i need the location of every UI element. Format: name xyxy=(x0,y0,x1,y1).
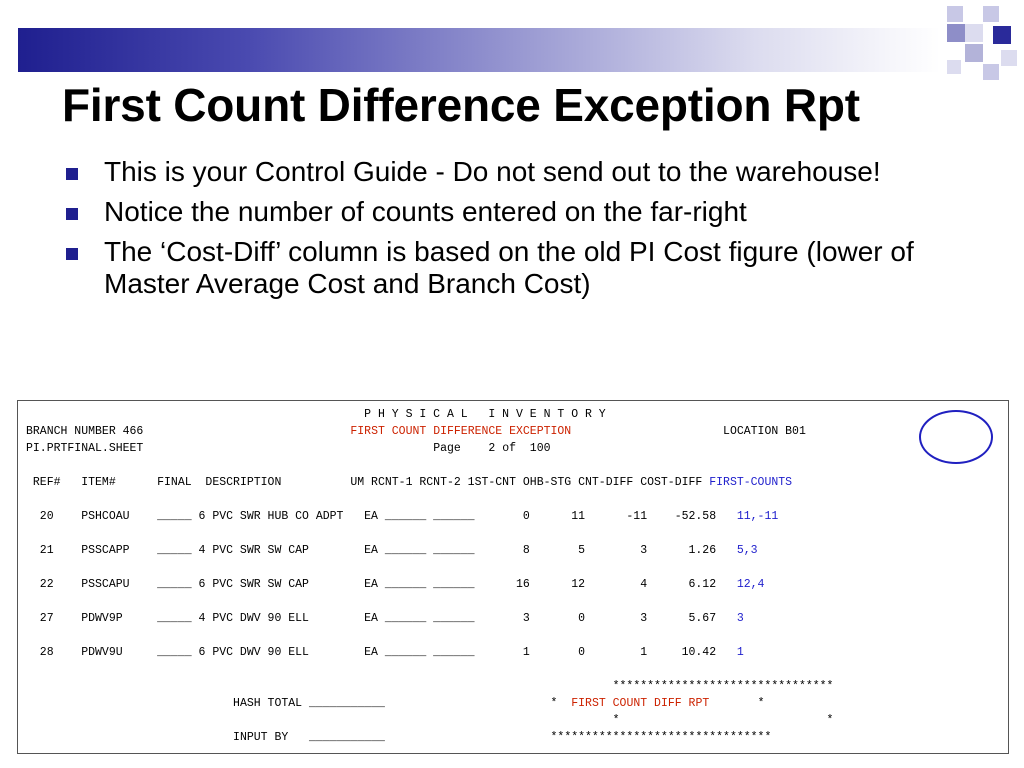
first-counts-header: FIRST-COUNTS xyxy=(709,476,793,489)
table-row: 27 PDWV9P _____ 4 PVC DWV 90 ELL EA ______ ______ 3 0 3 5.67 xyxy=(26,612,717,625)
location-label: LOCATION B01 xyxy=(723,425,806,438)
report-header: P H Y S I C A L I N V E N T O R Y xyxy=(364,408,606,421)
hash-total: HASH TOTAL ___________ xyxy=(233,697,385,710)
table-row: 20 PSHCOAU _____ 6 PVC SWR HUB CO ADPT EA ______ ______ 0 11 -11 -52.58 xyxy=(26,510,717,523)
table-row: 28 PDWV9U _____ 6 PVC DWV 90 ELL EA ______ ______ 1 0 1 10.42 xyxy=(26,646,717,659)
top-gradient-band xyxy=(18,28,940,72)
bullet-item: Notice the number of counts entered on the far-right xyxy=(66,196,986,228)
highlight-circle xyxy=(919,410,993,464)
first-counts-value: 3 xyxy=(736,612,744,625)
slide-title: First Count Difference Exception Rpt xyxy=(62,79,860,131)
first-counts-value: 1 xyxy=(736,646,744,659)
bullet-list xyxy=(66,156,986,308)
table-row: 22 PSSCAPU _____ 6 PVC SWR SW CAP EA ______ ______ 16 12 4 6.12 xyxy=(26,578,717,591)
table-row: 21 PSSCAPP _____ 4 PVC SWR SW CAP EA ______ ______ 8 5 3 1.26 xyxy=(26,544,717,557)
report-text xyxy=(26,406,833,746)
branch-number: BRANCH NUMBER 466 xyxy=(26,425,144,438)
report-printout xyxy=(17,400,1009,754)
report-subtitle: FIRST COUNT DIFFERENCE EXCEPTION xyxy=(350,425,572,438)
column-headers: REF# ITEM# FINAL DESCRIPTION UM RCNT-1 RCNT-2 1ST-CNT OHB-STG CNT-DIFF COST-DIFF xyxy=(32,476,703,489)
bullet-item: This is your Control Guide - Do not send out to the warehouse! xyxy=(66,156,986,188)
stars-label: FIRST COUNT DIFF RPT xyxy=(571,697,710,710)
page-indicator: Page 2 of 100 xyxy=(433,442,551,455)
stars-line: ******************************** xyxy=(612,680,834,693)
input-by: INPUT BY ___________ xyxy=(233,731,385,744)
bullet-item: The ‘Cost-Diff’ column is based on the old PI Cost figure (lower of Master Average Cost and Branch Cost) xyxy=(66,236,986,300)
stars-open: * xyxy=(550,697,572,710)
stars-blank: * * xyxy=(612,714,834,727)
sheet-name: PI.PRTFINAL.SHEET xyxy=(26,442,144,455)
first-counts-value: 5,3 xyxy=(736,544,758,557)
stars-line: ******************************** xyxy=(550,731,772,744)
first-counts-value: 12,4 xyxy=(736,578,765,591)
stars-close: * xyxy=(709,697,765,710)
first-counts-value: 11,-11 xyxy=(736,510,779,523)
